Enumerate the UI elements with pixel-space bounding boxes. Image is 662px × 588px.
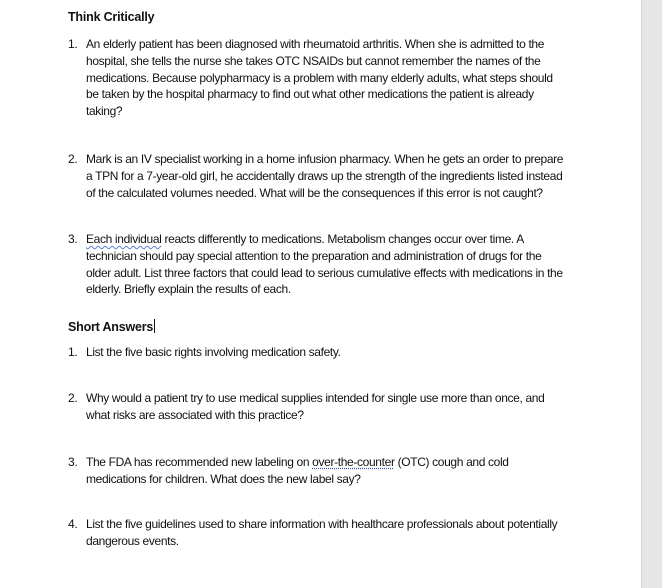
spelling-flag[interactable]: Each individual — [86, 232, 162, 246]
item-number: 1. — [68, 345, 78, 359]
think-critically-heading: Think Critically — [68, 10, 155, 24]
item-text: List the five guidelines used to share information with healthcare professionals about potentially dangerous events. — [86, 517, 558, 548]
item-text: reacts differently to medications. Metabolism changes occur over time. A technician should pay special attention to the preparation and administration of drugs for the older adult. List three factors that could lead to serious cumulative effects with medications in the elderly. Briefly explain the results of each. — [86, 232, 563, 297]
item-text-continued: (OTC) cough and cold medications for children. What does the new label say? — [86, 455, 509, 486]
list-item — [68, 36, 568, 151]
list-item — [68, 390, 568, 454]
item-text: The FDA has recommended new labeling on — [86, 455, 313, 469]
document-body — [68, 9, 568, 550]
item-text: Mark is an IV specialist working in a home infusion pharmacy. When he gets an order to prepare a TPN for a 7-year-old girl, he accidentally draws up the strength of the ingredients listed instead of the calculated volumes needed. What will be the consequences if this error is not caught? — [86, 152, 564, 200]
think-critically-list — [68, 36, 568, 317]
short-answers-title: Short Answers — [68, 320, 154, 334]
item-number: 1. — [68, 37, 78, 51]
list-item — [68, 151, 568, 231]
short-answers-heading — [68, 319, 568, 335]
short-answers-list — [68, 344, 568, 550]
list-item — [68, 516, 568, 550]
list-item — [68, 231, 568, 317]
list-item — [68, 344, 568, 390]
item-text: An elderly patient has been diagnosed with rheumatoid arthritis. When she is admitted to the hospital, she tells the nurse she takes OTC NSAIDs but cannot remember the names of the medications. Because polypharmacy is a problem with many elderly adults, what steps should be taken by the hospital pharmacy to find out what other medications the patient is already taking? — [86, 37, 553, 119]
item-number: 4. — [68, 517, 78, 531]
item-number: 2. — [68, 152, 78, 166]
item-number: 3. — [68, 455, 78, 469]
grammar-flag[interactable]: over-the-counter — [312, 455, 395, 469]
item-text: Why would a patient try to use medical supplies intended for single use more than once, and what risks are associated with this practice? — [86, 391, 545, 422]
item-number: 2. — [68, 391, 78, 405]
list-item — [68, 454, 568, 516]
text-cursor — [154, 319, 155, 333]
item-text: List the five basic rights involving medication safety. — [86, 345, 341, 359]
item-number: 3. — [68, 232, 78, 246]
